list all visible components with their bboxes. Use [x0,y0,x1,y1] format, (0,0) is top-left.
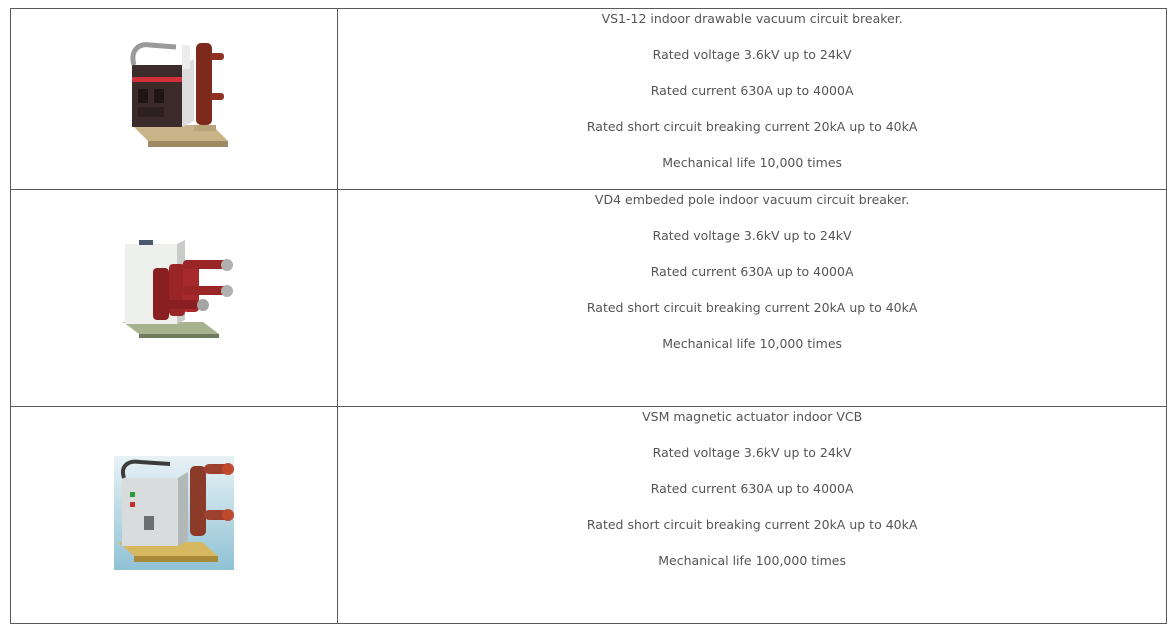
spec-rated-voltage: Rated voltage 3.6kV up to 24kV [652,228,852,243]
spec-breaking-current: Rated short circuit breaking current 20kA up to 40kA [586,300,918,315]
spec-rated-voltage: Rated voltage 3.6kV up to 24kV [652,445,852,460]
spec-rated-current: Rated current 630A up to 4000A [650,481,854,496]
table-row [11,9,1167,190]
spec-breaking-current: Rated short circuit breaking current 20kA up to 40kA [586,119,918,134]
product-title: VD4 embeded pole indoor vacuum circuit breaker. [594,192,910,207]
product-title: VSM magnetic actuator indoor VCB [642,409,863,424]
spec-breaking-current: Rated short circuit breaking current 20kA up to 40kA [586,517,918,532]
product-description-cell [338,190,1167,407]
product-description-cell [338,407,1167,624]
product-description-cell [338,9,1167,190]
spec-mechanical-life: Mechanical life 10,000 times [662,155,843,170]
vs1-12-circuit-breaker-icon [124,37,234,149]
product-image-cell [11,190,338,407]
product-table [10,8,1167,624]
spec-rated-voltage: Rated voltage 3.6kV up to 24kV [652,47,852,62]
spec-mechanical-life: Mechanical life 100,000 times [658,553,846,568]
table-row [11,190,1167,407]
vsm-vcb-icon [114,456,234,570]
vd4-circuit-breaker-icon [119,240,235,340]
product-image-cell [11,407,338,624]
product-image-cell [11,9,338,190]
spec-rated-current: Rated current 630A up to 4000A [650,264,854,279]
product-title: VS1-12 indoor drawable vacuum circuit breaker. [601,11,903,26]
table-row [11,407,1167,624]
spec-mechanical-life: Mechanical life 10,000 times [662,336,843,351]
spec-rated-current: Rated current 630A up to 4000A [650,83,854,98]
